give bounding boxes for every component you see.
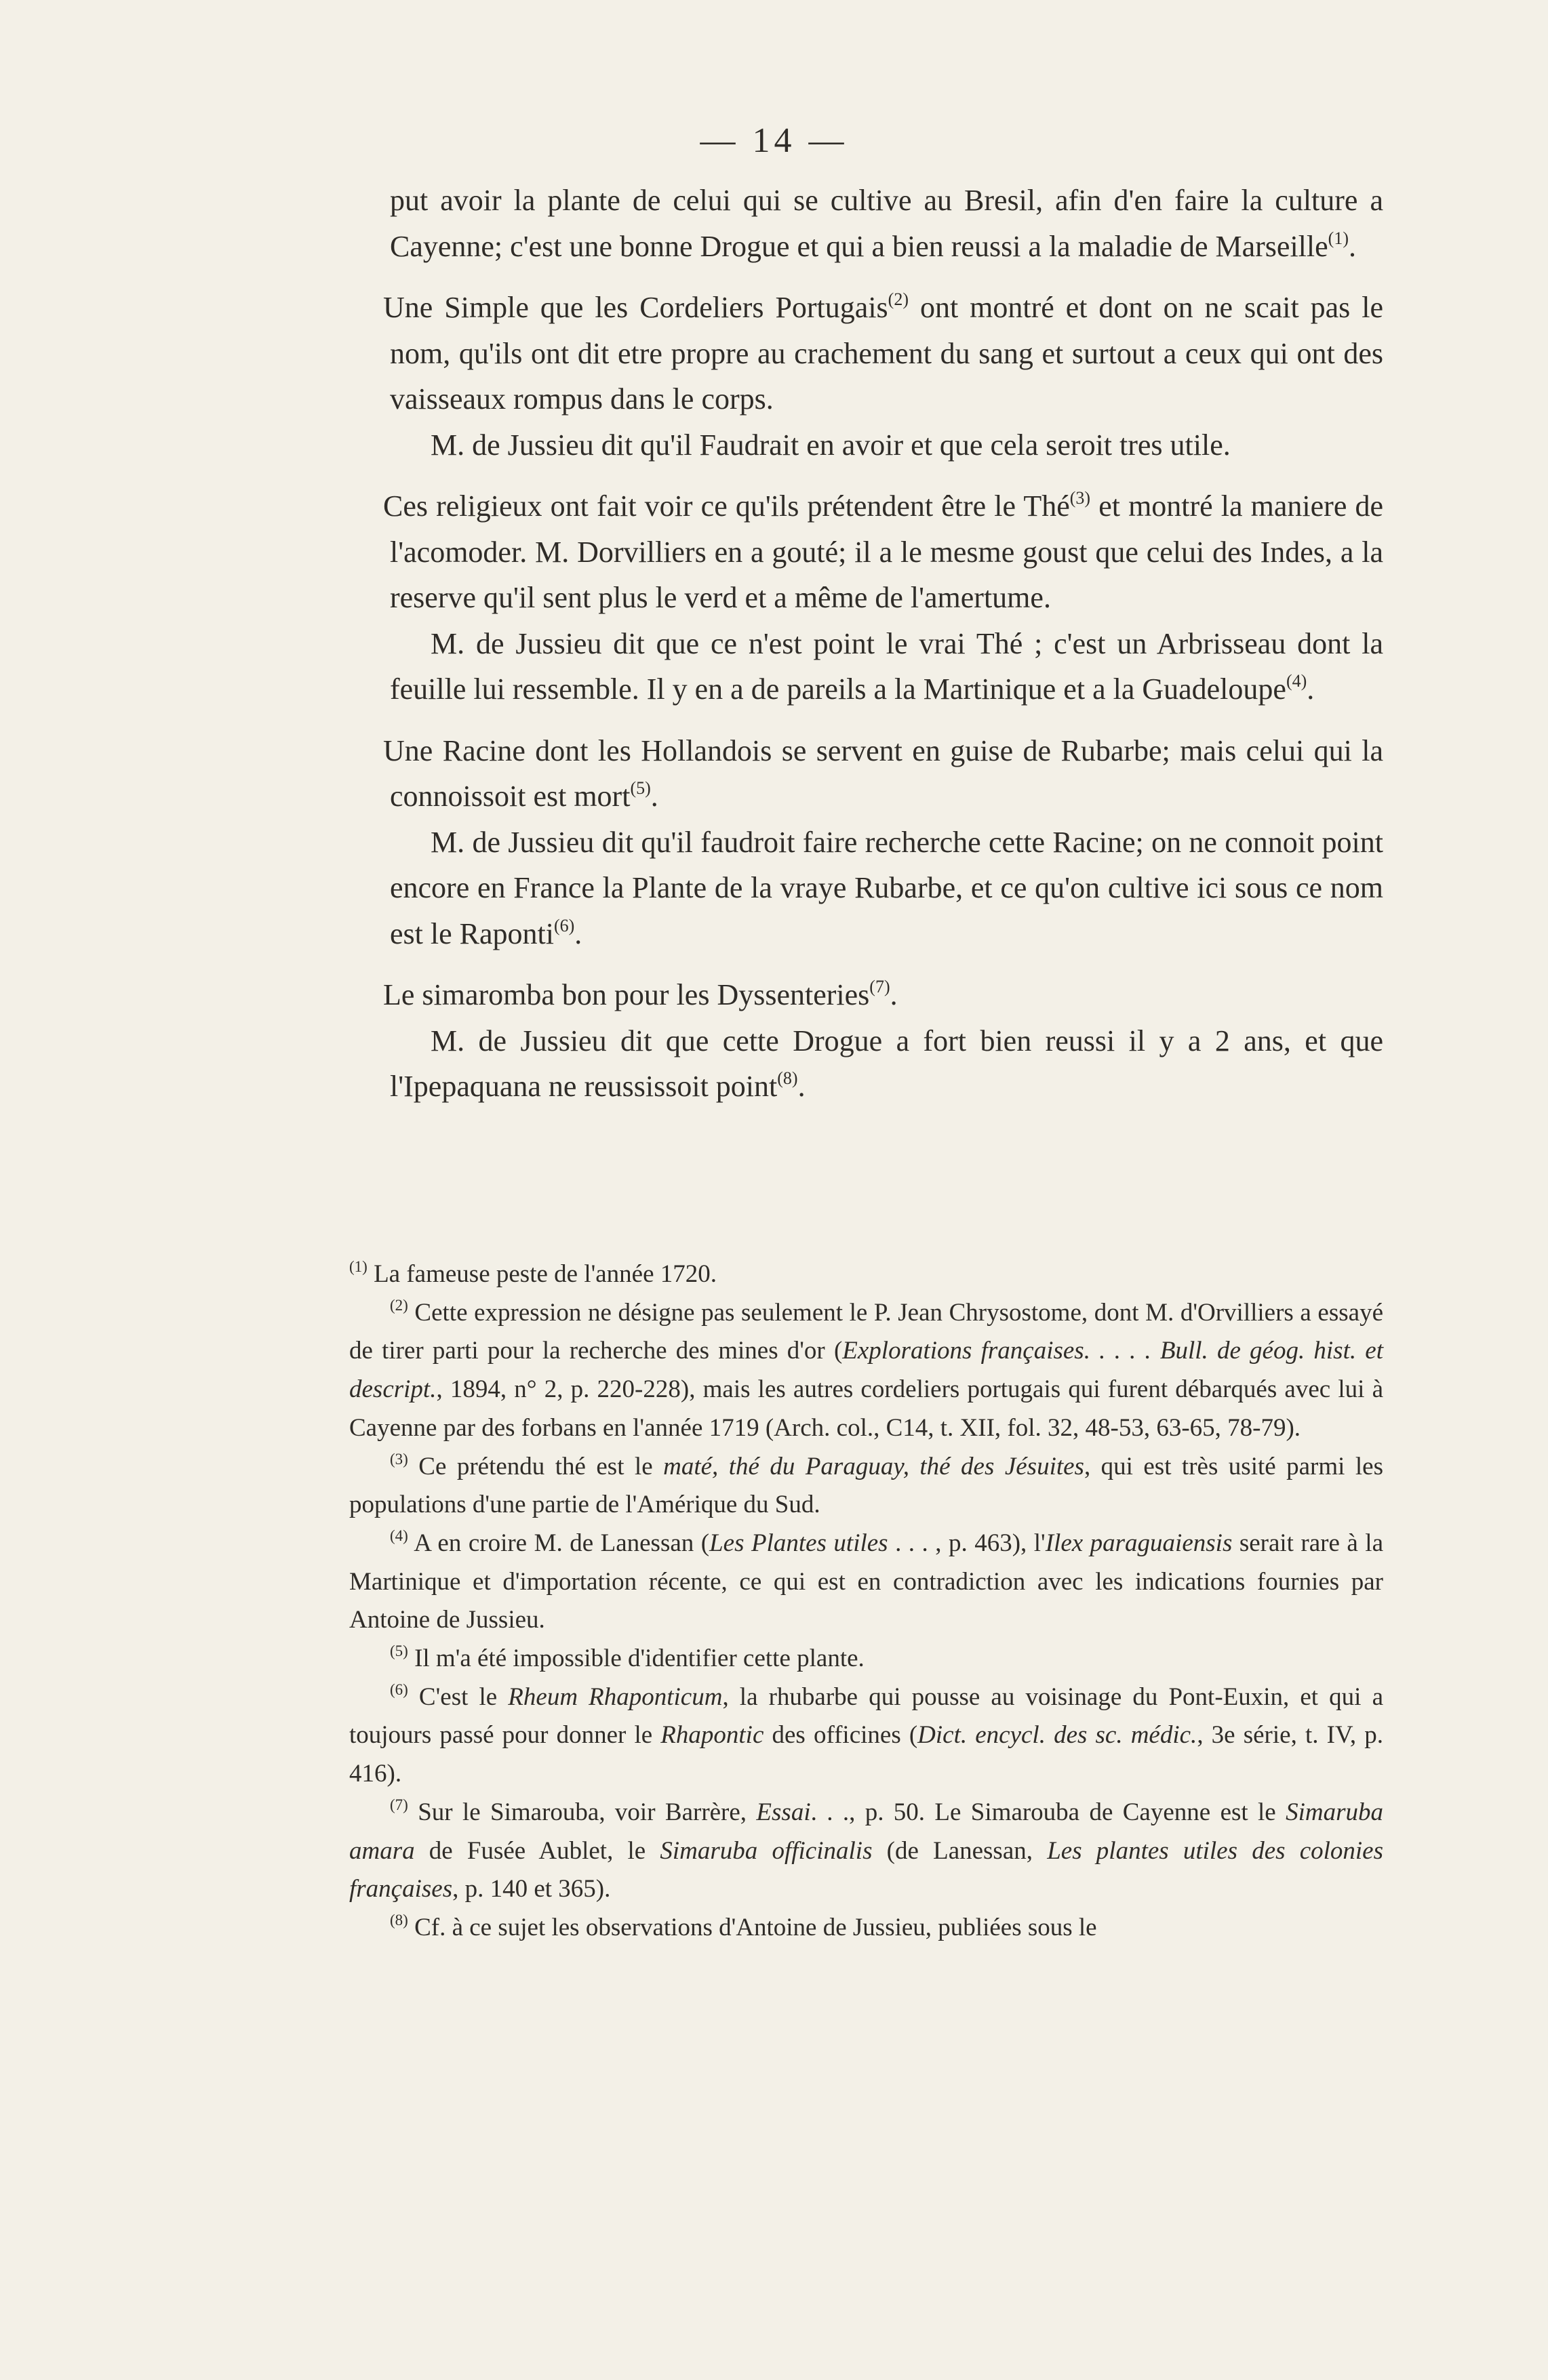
paragraph-3: M. de Jussieu dit qu'il Faudrait en avoir et que cela seroit tres utile.: [431, 428, 1231, 462]
footnote-4: $^{(4)}$ A en croire M. de Lanessan (Les Plantes utiles . . . , p. 463), l'Ilex paraguaiensis serait rare à la Martinique et d'importation récente, ce qui est en contradiction avec les indications fournies par Antoine de Jussieu.: [349, 1527, 1383, 1634]
footnote-7: $^{(7)}$ Sur le Simarouba, voir Barrère, Essai. . ., p. 50. Le Simarouba de Cayenne est le Simaruba amara de Fusée Aublet, le Simaruba officinalis (de Lanessan, Les plantes utiles des colonies françaises, p. 140 et 365).: [349, 1796, 1383, 1903]
footnote-8: $^{(8)}$ Cf. à ce sujet les observations d'Antoine de Jussieu, publiées sous le: [390, 1911, 1097, 1941]
paragraph-7: M. de Jussieu dit qu'il faudroit faire recherche cette Racine; on ne connoit point encore en France la Plante de la vraye Rubarbe, et ce qu'on cultive ici sous ce nom est le Raponti$^{(6)}$.: [390, 825, 1383, 950]
footnote-ref-5: (5): [630, 778, 651, 798]
page-number: — 14 —: [700, 121, 848, 160]
paragraph-9: M. de Jussieu dit que cette Drogue a fort bien reussi il y a 2 ans, et que l'Ipepaquana ne reussissoit point$^{(8)}$.: [390, 1024, 1383, 1103]
footnote-6: $^{(6)}$ C'est le Rheum Rhaponticum, la rhubarbe qui pousse au voisinage du Pont-Euxin, et qui a toujours passé pour donner le Rhapontic des officines (Dict. encycl. des sc. médic., 3e série, t. IV, p. 416).: [349, 1680, 1383, 1788]
footnote-ref-7: (7): [869, 977, 890, 996]
footnote-ref-8: (8): [777, 1068, 798, 1088]
footnote-2: $^{(2)}$ Cette expression ne désigne pas seulement le P. Jean Chrysostome, dont M. d'Orvilliers a essayé de tirer parti pour la recherche des mines d'or (Explorations françaises. . . . . Bull. de géog. hist. et descript., 1894, n° 2, p. 220-228), mais les autres cordeliers portugais qui furent débarqués avec lui à Cayenne par des forbans en l'année 1719 (Arch. col., C14, t. XII, fol. 32, 48-53, 63-65, 78-79).: [349, 1296, 1383, 1442]
main-text: [383, 178, 1383, 1110]
footnote-ref-3: (3): [1069, 488, 1091, 508]
footnote-ref-6: (6): [553, 915, 575, 935]
paragraph-2: Une Simple que les Cordeliers Portugais$^{(2)}$ ont montré et dont on ne scait pas le nom, qu'ils ont dit etre propre au crachement du sang et surtout a ceux qui ont des vaisseaux rompus dans le corps.: [383, 289, 1383, 416]
footnote-3: $^{(3)}$ Ce prétendu thé est le maté, thé du Paraguay, thé des Jésuites, qui est très usité parmi les populations d'une partie de l'Amérique du Sud.: [349, 1450, 1383, 1519]
paragraph-5: M. de Jussieu dit que ce n'est point le vrai Thé ; c'est un Arbrisseau dont la feuille lui ressemble. Il y en a de pareils a la Martinique et a la Guadeloupe$^{(4)}$.: [390, 626, 1383, 706]
footnote-ref-1: (1): [1328, 228, 1349, 248]
paragraph-1: put avoir la plante de celui qui se cultive au Bresil, afin d'en faire la culture a Cayenne; c'est une bonne Drogue et qui a bien reussi a la maladie de Marseille$^{(1)}$.: [390, 184, 1383, 263]
footnote-1: $^{(1)}$ La fameuse peste de l'année 1720.: [349, 1258, 717, 1288]
footnote-ref-4: (4): [1286, 671, 1307, 691]
footnotes: [349, 1255, 1383, 1948]
footnote-5: $^{(5)}$ Il m'a été impossible d'identifier cette plante.: [390, 1642, 865, 1673]
paragraph-6: Une Racine dont les Hollandois se servent en guise de Rubarbe; mais celui qui la connoissoit est mort$^{(5)}$.: [383, 733, 1383, 813]
paragraph-8: Le simaromba bon pour les Dyssenteries$^{(7)}$.: [383, 977, 898, 1011]
footnote-ref-2: (2): [888, 289, 909, 309]
paragraph-4: Ces religieux ont fait voir ce qu'ils prétendent être le Thé$^{(3)}$ et montré la maniere de l'acomoder. M. Dorvilliers en a gouté; il a le mesme goust que celui des Indes, a la reserve qu'il sent plus le verd et a même de l'amertume.: [383, 488, 1383, 614]
